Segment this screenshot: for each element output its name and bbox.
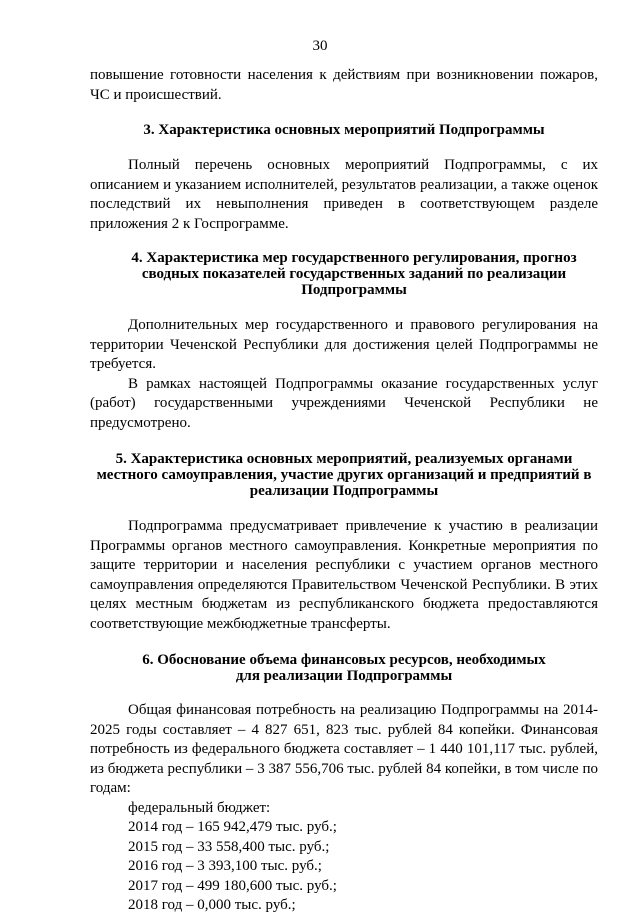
federal-budget-label: федеральный бюджет: xyxy=(128,799,271,816)
section-4-paragraph-2: В рамках настоящей Подпрограммы оказание государственных услуг (работ) государственными учреждениями Чеченской Республики не предусмотрено. xyxy=(90,375,598,431)
section-4-paragraph-1: Дополнительных мер государственного и правового регулирования на территории Чеченской Республики для достижения целей Подпрограммы не требуется. xyxy=(90,317,598,372)
section-3-paragraph: Полный перечень основных мероприятий Подпрограммы, с их описанием и указанием исполнителей, результатов реализации, а также оценок последствий их невыполнения приведен в соответствующем разделе приложения 2 к Госпрограмме. xyxy=(90,157,598,232)
page-number: 30 xyxy=(312,38,328,54)
list-item: 2014 год – 165 942,479 тыс. руб.; xyxy=(128,819,337,835)
section-5-heading: 5. Характеристика основных мероприятий, реализуемых органами местного самоуправления, участие других организаций и предприятий в реализации Подпрограммы xyxy=(96,451,592,499)
list-item: 2018 год – 0,000 тыс. руб.; xyxy=(128,897,296,913)
section-3-heading: 3. Характеристика основных мероприятий Подпрограммы xyxy=(143,122,545,138)
section-5-paragraph: Подпрограмма предусматривает привлечение к участию в реализации Программы органов местного самоуправления. Конкретные мероприятия по защите территории и населения республики с участием органов местного самоуправления определяются Правительством Чеченской Республики. В этих целях местным бюджетам из республиканского бюджета предоставляются соответствующие межбюджетные трансферты. xyxy=(90,518,598,632)
section-6-paragraph: Общая финансовая потребность на реализацию Подпрограммы на 2014-2025 годы составляет – 4 827 651, 823 тыс. рублей 84 копейки. Финансовая потребность из федерального бюджета составляет – 1 440 101,117 тыс. рублей, из бюджета республики – 3 387 556,706 тыс. рублей 84 копейки, в том числе по годам: xyxy=(90,702,598,796)
list-item: 2015 год – 33 558,400 тыс. руб.; xyxy=(128,838,330,855)
section-6-heading: 6. Обоснование объема финансовых ресурсов, необходимых для реализации Подпрограммы xyxy=(142,652,546,684)
document-body xyxy=(90,66,598,916)
list-item: 2017 год – 499 180,600 тыс. руб.; xyxy=(128,877,337,894)
intro-paragraph: повышение готовности населения к действиям при возникновении пожаров, ЧС и происшествий. xyxy=(90,67,598,103)
section-4-heading: 4. Характеристика мер государственного регулирования, прогноз сводных показателей государственных заданий по реализации Подпрограммы xyxy=(131,250,577,298)
list-item: 2016 год – 3 393,100 тыс. руб.; xyxy=(128,858,322,874)
